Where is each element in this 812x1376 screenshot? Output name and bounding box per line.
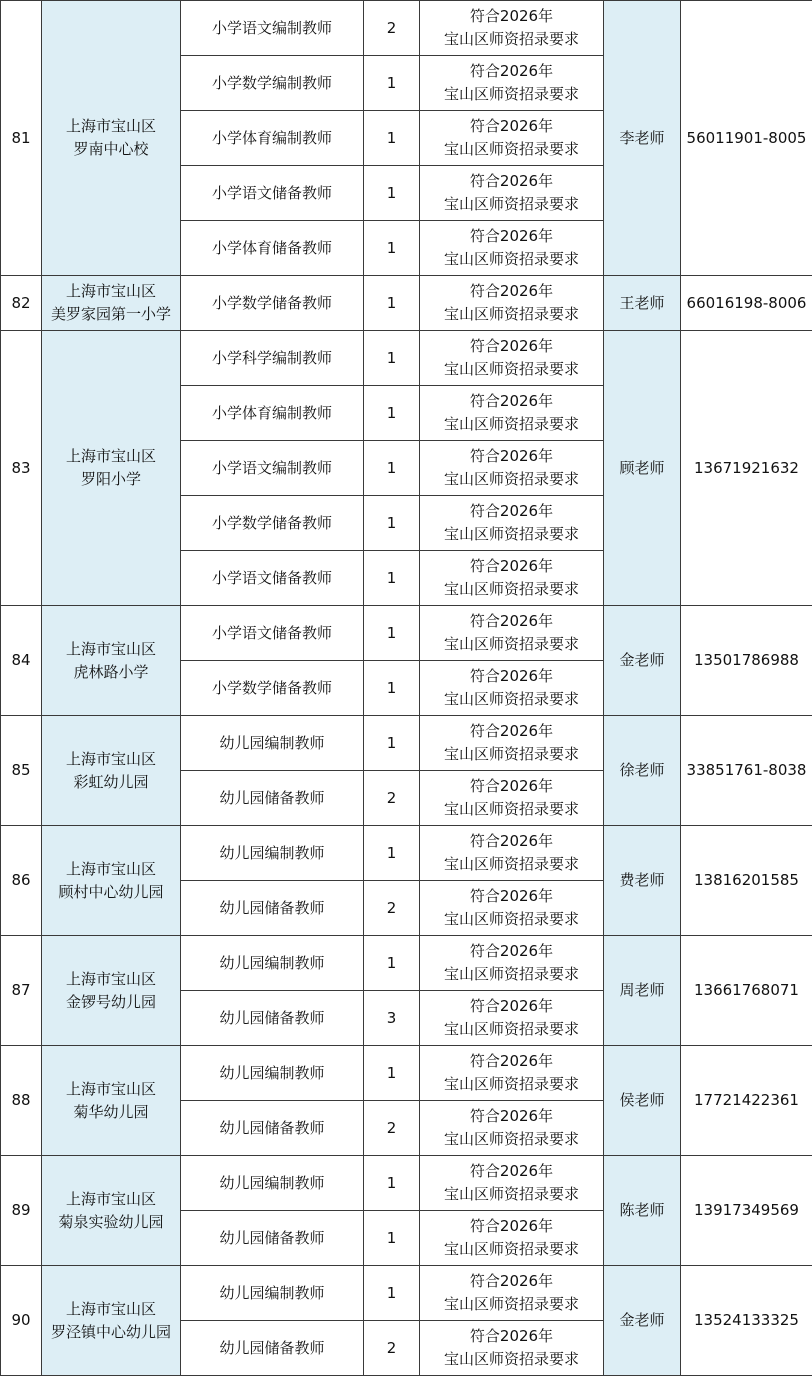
school-name: 上海市宝山区 彩虹幼儿园 xyxy=(42,716,181,826)
position-count: 1 xyxy=(364,221,420,276)
row-number: 86 xyxy=(1,826,42,936)
position-count: 1 xyxy=(364,551,420,606)
position-title: 幼儿园编制教师 xyxy=(181,936,364,991)
position-title: 小学体育编制教师 xyxy=(181,111,364,166)
table-row xyxy=(1,1156,812,1211)
position-count: 1 xyxy=(364,166,420,221)
position-count: 1 xyxy=(364,606,420,661)
position-title: 小学语文编制教师 xyxy=(181,441,364,496)
contact-phone: 56011901-8005 xyxy=(681,1,812,276)
position-count: 1 xyxy=(364,1046,420,1101)
position-count: 1 xyxy=(364,111,420,166)
requirement: 符合2026年 宝山区师资招录要求 xyxy=(420,111,604,166)
position-title: 幼儿园编制教师 xyxy=(181,1266,364,1321)
position-count: 2 xyxy=(364,1,420,56)
position-count: 1 xyxy=(364,826,420,881)
contact-person: 王老师 xyxy=(604,276,681,331)
requirement: 符合2026年 宝山区师资招录要求 xyxy=(420,56,604,111)
position-title: 小学体育储备教师 xyxy=(181,221,364,276)
row-number: 87 xyxy=(1,936,42,1046)
table-row xyxy=(1,716,812,771)
requirement: 符合2026年 宝山区师资招录要求 xyxy=(420,1,604,56)
position-title: 幼儿园储备教师 xyxy=(181,1101,364,1156)
row-number: 82 xyxy=(1,276,42,331)
contact-phone: 66016198-8006 xyxy=(681,276,812,331)
position-count: 1 xyxy=(364,276,420,331)
position-title: 小学语文储备教师 xyxy=(181,166,364,221)
position-title: 幼儿园储备教师 xyxy=(181,881,364,936)
contact-phone: 13816201585 xyxy=(681,826,812,936)
table-row xyxy=(1,1046,812,1101)
table-row xyxy=(1,826,812,881)
contact-person: 金老师 xyxy=(604,1266,681,1376)
position-title: 幼儿园储备教师 xyxy=(181,771,364,826)
table-body xyxy=(1,1,812,1376)
requirement: 符合2026年 宝山区师资招录要求 xyxy=(420,166,604,221)
school-name: 上海市宝山区 罗阳小学 xyxy=(42,331,181,606)
position-title: 幼儿园编制教师 xyxy=(181,1046,364,1101)
position-count: 1 xyxy=(364,331,420,386)
requirement: 符合2026年 宝山区师资招录要求 xyxy=(420,1101,604,1156)
table-row xyxy=(1,1266,812,1321)
school-name: 上海市宝山区 罗南中心校 xyxy=(42,1,181,276)
contact-phone: 17721422361 xyxy=(681,1046,812,1156)
position-count: 1 xyxy=(364,496,420,551)
position-count: 1 xyxy=(364,716,420,771)
table-row xyxy=(1,1,812,56)
requirement: 符合2026年 宝山区师资招录要求 xyxy=(420,991,604,1046)
position-title: 小学语文编制教师 xyxy=(181,1,364,56)
position-title: 幼儿园编制教师 xyxy=(181,826,364,881)
position-count: 1 xyxy=(364,936,420,991)
contact-phone: 13501786988 xyxy=(681,606,812,716)
position-count: 1 xyxy=(364,661,420,716)
position-title: 幼儿园储备教师 xyxy=(181,991,364,1046)
row-number: 90 xyxy=(1,1266,42,1376)
requirement: 符合2026年 宝山区师资招录要求 xyxy=(420,1266,604,1321)
contact-phone: 13671921632 xyxy=(681,331,812,606)
position-count: 2 xyxy=(364,771,420,826)
contact-person: 侯老师 xyxy=(604,1046,681,1156)
requirement: 符合2026年 宝山区师资招录要求 xyxy=(420,551,604,606)
position-title: 小学数学储备教师 xyxy=(181,661,364,716)
requirement: 符合2026年 宝山区师资招录要求 xyxy=(420,441,604,496)
requirement: 符合2026年 宝山区师资招录要求 xyxy=(420,881,604,936)
row-number: 88 xyxy=(1,1046,42,1156)
contact-person: 顾老师 xyxy=(604,331,681,606)
requirement: 符合2026年 宝山区师资招录要求 xyxy=(420,1046,604,1101)
requirement: 符合2026年 宝山区师资招录要求 xyxy=(420,386,604,441)
contact-phone: 13661768071 xyxy=(681,936,812,1046)
requirement: 符合2026年 宝山区师资招录要求 xyxy=(420,826,604,881)
position-count: 1 xyxy=(364,56,420,111)
position-title: 幼儿园储备教师 xyxy=(181,1321,364,1376)
position-count: 1 xyxy=(364,441,420,496)
position-title: 小学数学编制教师 xyxy=(181,56,364,111)
contact-person: 徐老师 xyxy=(604,716,681,826)
position-title: 小学体育编制教师 xyxy=(181,386,364,441)
position-count: 1 xyxy=(364,1156,420,1211)
table-row xyxy=(1,276,812,331)
requirement: 符合2026年 宝山区师资招录要求 xyxy=(420,716,604,771)
position-title: 幼儿园编制教师 xyxy=(181,1156,364,1211)
position-title: 幼儿园储备教师 xyxy=(181,1211,364,1266)
row-number: 84 xyxy=(1,606,42,716)
requirement: 符合2026年 宝山区师资招录要求 xyxy=(420,936,604,991)
requirement: 符合2026年 宝山区师资招录要求 xyxy=(420,1321,604,1376)
position-count: 2 xyxy=(364,881,420,936)
row-number: 81 xyxy=(1,1,42,276)
requirement: 符合2026年 宝山区师资招录要求 xyxy=(420,606,604,661)
school-name: 上海市宝山区 顾村中心幼儿园 xyxy=(42,826,181,936)
contact-person: 金老师 xyxy=(604,606,681,716)
requirement: 符合2026年 宝山区师资招录要求 xyxy=(420,221,604,276)
school-name: 上海市宝山区 美罗家园第一小学 xyxy=(42,276,181,331)
school-name: 上海市宝山区 虎林路小学 xyxy=(42,606,181,716)
contact-phone: 33851761-8038 xyxy=(681,716,812,826)
row-number: 85 xyxy=(1,716,42,826)
requirement: 符合2026年 宝山区师资招录要求 xyxy=(420,1211,604,1266)
row-number: 89 xyxy=(1,1156,42,1266)
contact-phone: 13524133325 xyxy=(681,1266,812,1376)
position-count: 2 xyxy=(364,1321,420,1376)
position-title: 小学语文储备教师 xyxy=(181,606,364,661)
position-title: 小学数学储备教师 xyxy=(181,276,364,331)
requirement: 符合2026年 宝山区师资招录要求 xyxy=(420,276,604,331)
table-row xyxy=(1,936,812,991)
position-title: 小学语文储备教师 xyxy=(181,551,364,606)
requirement: 符合2026年 宝山区师资招录要求 xyxy=(420,1156,604,1211)
requirement: 符合2026年 宝山区师资招录要求 xyxy=(420,661,604,716)
school-name: 上海市宝山区 罗泾镇中心幼儿园 xyxy=(42,1266,181,1376)
position-title: 小学科学编制教师 xyxy=(181,331,364,386)
contact-phone: 13917349569 xyxy=(681,1156,812,1266)
contact-person: 费老师 xyxy=(604,826,681,936)
requirement: 符合2026年 宝山区师资招录要求 xyxy=(420,331,604,386)
table-row xyxy=(1,606,812,661)
position-count: 1 xyxy=(364,1211,420,1266)
position-count: 1 xyxy=(364,1266,420,1321)
school-name: 上海市宝山区 金锣号幼儿园 xyxy=(42,936,181,1046)
position-title: 幼儿园编制教师 xyxy=(181,716,364,771)
contact-person: 陈老师 xyxy=(604,1156,681,1266)
position-count: 1 xyxy=(364,386,420,441)
contact-person: 李老师 xyxy=(604,1,681,276)
position-title: 小学数学储备教师 xyxy=(181,496,364,551)
requirement: 符合2026年 宝山区师资招录要求 xyxy=(420,496,604,551)
position-count: 2 xyxy=(364,1101,420,1156)
school-name: 上海市宝山区 菊华幼儿园 xyxy=(42,1046,181,1156)
requirement: 符合2026年 宝山区师资招录要求 xyxy=(420,771,604,826)
row-number: 83 xyxy=(1,331,42,606)
table-row xyxy=(1,331,812,386)
contact-person: 周老师 xyxy=(604,936,681,1046)
school-name: 上海市宝山区 菊泉实验幼儿园 xyxy=(42,1156,181,1266)
position-count: 3 xyxy=(364,991,420,1046)
